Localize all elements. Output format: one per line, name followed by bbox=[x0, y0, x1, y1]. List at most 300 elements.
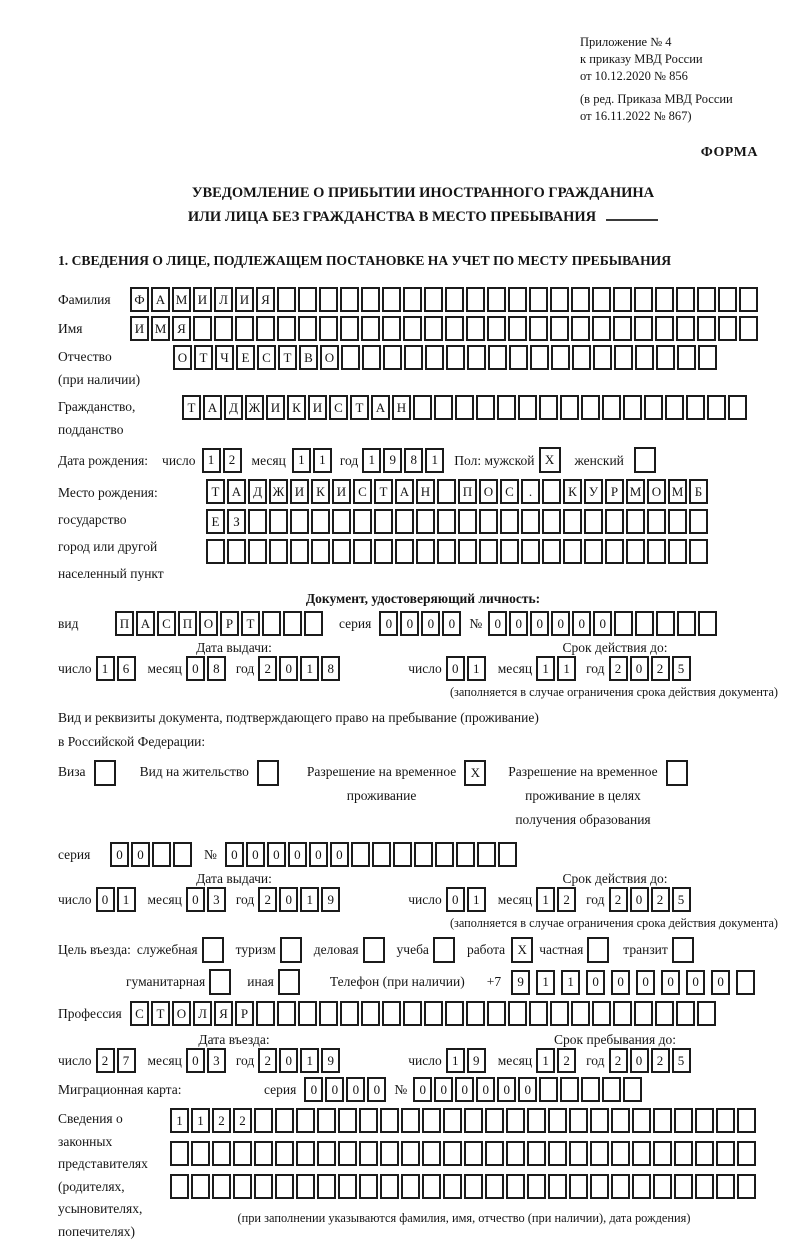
char-box[interactable] bbox=[500, 509, 519, 534]
char-box[interactable]: 0 bbox=[446, 887, 465, 912]
char-box[interactable]: 0 bbox=[279, 1048, 298, 1073]
char-box[interactable] bbox=[464, 1174, 483, 1199]
char-box[interactable] bbox=[550, 1001, 569, 1026]
char-box[interactable] bbox=[590, 1108, 609, 1133]
char-box[interactable] bbox=[656, 611, 675, 636]
char-box[interactable] bbox=[296, 1174, 315, 1199]
char-box[interactable] bbox=[529, 1001, 548, 1026]
char-box[interactable] bbox=[500, 539, 519, 564]
char-box[interactable] bbox=[592, 316, 611, 341]
char-box[interactable]: 9 bbox=[511, 970, 530, 995]
char-box[interactable]: 0 bbox=[367, 1077, 386, 1102]
char-box[interactable]: 2 bbox=[651, 1048, 670, 1073]
char-box[interactable]: 1 bbox=[202, 448, 221, 473]
char-box[interactable] bbox=[298, 287, 317, 312]
char-box[interactable] bbox=[443, 1108, 462, 1133]
char-box[interactable]: И bbox=[130, 316, 149, 341]
checkbox[interactable] bbox=[280, 937, 302, 963]
char-box[interactable]: 0 bbox=[186, 887, 205, 912]
char-box[interactable] bbox=[262, 611, 281, 636]
char-box[interactable]: 1 bbox=[557, 656, 576, 681]
char-box[interactable] bbox=[572, 345, 591, 370]
checkbox[interactable]: X bbox=[539, 447, 561, 473]
char-box[interactable]: 0 bbox=[413, 1077, 432, 1102]
char-box[interactable] bbox=[668, 509, 687, 534]
char-box[interactable]: О bbox=[172, 1001, 191, 1026]
char-box[interactable] bbox=[227, 539, 246, 564]
char-box[interactable] bbox=[214, 316, 233, 341]
char-box[interactable] bbox=[605, 509, 624, 534]
char-box[interactable]: 5 bbox=[672, 1048, 691, 1073]
char-box[interactable]: 1 bbox=[300, 656, 319, 681]
char-box[interactable]: 2 bbox=[258, 1048, 277, 1073]
char-box[interactable]: 0 bbox=[304, 1077, 323, 1102]
char-box[interactable] bbox=[311, 509, 330, 534]
char-box[interactable]: 0 bbox=[630, 1048, 649, 1073]
char-box[interactable]: 1 bbox=[467, 656, 486, 681]
char-box[interactable] bbox=[422, 1174, 441, 1199]
char-box[interactable]: 0 bbox=[509, 611, 528, 636]
char-box[interactable] bbox=[304, 611, 323, 636]
char-box[interactable] bbox=[530, 345, 549, 370]
char-box[interactable] bbox=[332, 509, 351, 534]
char-box[interactable] bbox=[277, 316, 296, 341]
char-box[interactable] bbox=[359, 1174, 378, 1199]
char-box[interactable] bbox=[422, 1141, 441, 1166]
char-box[interactable] bbox=[689, 539, 708, 564]
char-box[interactable] bbox=[590, 1141, 609, 1166]
char-box[interactable] bbox=[464, 1141, 483, 1166]
char-box[interactable] bbox=[647, 539, 666, 564]
char-box[interactable]: А bbox=[227, 479, 246, 504]
char-box[interactable] bbox=[676, 316, 695, 341]
char-box[interactable] bbox=[361, 287, 380, 312]
char-box[interactable]: 9 bbox=[383, 448, 402, 473]
char-box[interactable] bbox=[626, 509, 645, 534]
char-box[interactable] bbox=[542, 509, 561, 534]
char-box[interactable] bbox=[655, 1001, 674, 1026]
char-box[interactable] bbox=[435, 842, 454, 867]
char-box[interactable]: Р bbox=[220, 611, 239, 636]
char-box[interactable] bbox=[632, 1174, 651, 1199]
char-box[interactable] bbox=[340, 287, 359, 312]
char-box[interactable]: 2 bbox=[651, 656, 670, 681]
char-box[interactable] bbox=[739, 316, 758, 341]
char-box[interactable] bbox=[716, 1174, 735, 1199]
char-box[interactable] bbox=[353, 509, 372, 534]
char-box[interactable] bbox=[614, 345, 633, 370]
char-box[interactable] bbox=[647, 509, 666, 534]
char-box[interactable]: Е bbox=[236, 345, 255, 370]
char-box[interactable] bbox=[487, 316, 506, 341]
char-box[interactable] bbox=[275, 1174, 294, 1199]
char-box[interactable]: Я bbox=[214, 1001, 233, 1026]
char-box[interactable] bbox=[509, 345, 528, 370]
char-box[interactable]: 0 bbox=[630, 887, 649, 912]
char-box[interactable]: У bbox=[584, 479, 603, 504]
char-box[interactable]: Н bbox=[392, 395, 411, 420]
char-box[interactable] bbox=[677, 345, 696, 370]
char-box[interactable] bbox=[508, 316, 527, 341]
char-box[interactable]: 1 bbox=[467, 887, 486, 912]
char-box[interactable] bbox=[736, 970, 755, 995]
char-box[interactable] bbox=[353, 539, 372, 564]
char-box[interactable]: Т bbox=[194, 345, 213, 370]
char-box[interactable]: 0 bbox=[186, 656, 205, 681]
char-box[interactable] bbox=[527, 1141, 546, 1166]
char-box[interactable] bbox=[563, 539, 582, 564]
char-box[interactable] bbox=[296, 1108, 315, 1133]
char-box[interactable]: 1 bbox=[300, 1048, 319, 1073]
char-box[interactable]: З bbox=[227, 509, 246, 534]
char-box[interactable]: 0 bbox=[246, 842, 265, 867]
char-box[interactable] bbox=[248, 539, 267, 564]
char-box[interactable] bbox=[458, 509, 477, 534]
char-box[interactable] bbox=[290, 539, 309, 564]
char-box[interactable]: С bbox=[157, 611, 176, 636]
char-box[interactable]: И bbox=[193, 287, 212, 312]
char-box[interactable] bbox=[296, 1141, 315, 1166]
char-box[interactable] bbox=[548, 1108, 567, 1133]
char-box[interactable] bbox=[698, 345, 717, 370]
char-box[interactable] bbox=[466, 287, 485, 312]
char-box[interactable] bbox=[550, 287, 569, 312]
char-box[interactable] bbox=[728, 395, 747, 420]
char-box[interactable] bbox=[298, 316, 317, 341]
char-box[interactable]: 0 bbox=[551, 611, 570, 636]
char-box[interactable] bbox=[529, 287, 548, 312]
char-box[interactable] bbox=[152, 842, 171, 867]
char-box[interactable] bbox=[508, 287, 527, 312]
char-box[interactable]: 0 bbox=[330, 842, 349, 867]
char-box[interactable] bbox=[571, 316, 590, 341]
char-box[interactable] bbox=[382, 1001, 401, 1026]
char-box[interactable] bbox=[317, 1108, 336, 1133]
char-box[interactable]: . bbox=[521, 479, 540, 504]
checkbox[interactable] bbox=[209, 969, 231, 995]
char-box[interactable]: 1 bbox=[536, 656, 555, 681]
char-box[interactable]: Ж bbox=[245, 395, 264, 420]
char-box[interactable]: Л bbox=[193, 1001, 212, 1026]
char-box[interactable]: 0 bbox=[686, 970, 705, 995]
char-box[interactable] bbox=[737, 1141, 756, 1166]
char-box[interactable] bbox=[319, 1001, 338, 1026]
char-box[interactable] bbox=[340, 316, 359, 341]
char-box[interactable] bbox=[443, 1174, 462, 1199]
char-box[interactable] bbox=[718, 316, 737, 341]
char-box[interactable] bbox=[275, 1108, 294, 1133]
char-box[interactable] bbox=[235, 316, 254, 341]
char-box[interactable]: 0 bbox=[636, 970, 655, 995]
char-box[interactable] bbox=[425, 345, 444, 370]
char-box[interactable]: 2 bbox=[223, 448, 242, 473]
char-box[interactable]: 1 bbox=[300, 887, 319, 912]
char-box[interactable] bbox=[548, 1174, 567, 1199]
char-box[interactable]: 0 bbox=[186, 1048, 205, 1073]
char-box[interactable]: 1 bbox=[96, 656, 115, 681]
char-box[interactable] bbox=[613, 1001, 632, 1026]
char-box[interactable]: 0 bbox=[325, 1077, 344, 1102]
char-box[interactable] bbox=[677, 611, 696, 636]
char-box[interactable] bbox=[571, 1001, 590, 1026]
char-box[interactable] bbox=[674, 1108, 693, 1133]
char-box[interactable]: П bbox=[178, 611, 197, 636]
char-box[interactable]: Р bbox=[605, 479, 624, 504]
char-box[interactable] bbox=[254, 1174, 273, 1199]
char-box[interactable] bbox=[170, 1174, 189, 1199]
char-box[interactable]: 5 bbox=[672, 887, 691, 912]
char-box[interactable]: О bbox=[479, 479, 498, 504]
char-box[interactable] bbox=[338, 1174, 357, 1199]
char-box[interactable] bbox=[634, 1001, 653, 1026]
char-box[interactable] bbox=[413, 395, 432, 420]
char-box[interactable] bbox=[445, 287, 464, 312]
char-box[interactable] bbox=[560, 1077, 579, 1102]
char-box[interactable]: Н bbox=[416, 479, 435, 504]
char-box[interactable] bbox=[571, 287, 590, 312]
char-box[interactable] bbox=[487, 1001, 506, 1026]
char-box[interactable]: Я bbox=[172, 316, 191, 341]
char-box[interactable]: 9 bbox=[321, 1048, 340, 1073]
char-box[interactable] bbox=[361, 1001, 380, 1026]
checkbox[interactable] bbox=[672, 937, 694, 963]
char-box[interactable] bbox=[269, 539, 288, 564]
char-box[interactable] bbox=[485, 1141, 504, 1166]
char-box[interactable]: М bbox=[668, 479, 687, 504]
char-box[interactable] bbox=[521, 509, 540, 534]
char-box[interactable]: 1 bbox=[536, 1048, 555, 1073]
char-box[interactable]: И bbox=[308, 395, 327, 420]
char-box[interactable] bbox=[548, 1141, 567, 1166]
char-box[interactable] bbox=[655, 316, 674, 341]
char-box[interactable] bbox=[498, 842, 517, 867]
char-box[interactable]: Ф bbox=[130, 287, 149, 312]
char-box[interactable] bbox=[193, 316, 212, 341]
char-box[interactable] bbox=[414, 842, 433, 867]
char-box[interactable] bbox=[485, 1174, 504, 1199]
char-box[interactable] bbox=[401, 1108, 420, 1133]
char-box[interactable] bbox=[374, 509, 393, 534]
char-box[interactable] bbox=[395, 509, 414, 534]
char-box[interactable] bbox=[634, 287, 653, 312]
char-box[interactable] bbox=[455, 395, 474, 420]
char-box[interactable]: К bbox=[563, 479, 582, 504]
char-box[interactable] bbox=[443, 1141, 462, 1166]
char-box[interactable]: И bbox=[266, 395, 285, 420]
char-box[interactable]: 0 bbox=[572, 611, 591, 636]
char-box[interactable] bbox=[737, 1174, 756, 1199]
char-box[interactable]: 0 bbox=[611, 970, 630, 995]
char-box[interactable]: Я bbox=[256, 287, 275, 312]
char-box[interactable]: А bbox=[136, 611, 155, 636]
char-box[interactable]: 0 bbox=[497, 1077, 516, 1102]
char-box[interactable]: 2 bbox=[609, 656, 628, 681]
char-box[interactable] bbox=[521, 539, 540, 564]
char-box[interactable] bbox=[361, 316, 380, 341]
char-box[interactable] bbox=[569, 1108, 588, 1133]
checkbox[interactable] bbox=[363, 937, 385, 963]
char-box[interactable] bbox=[256, 316, 275, 341]
char-box[interactable]: Р bbox=[235, 1001, 254, 1026]
char-box[interactable]: 8 bbox=[207, 656, 226, 681]
char-box[interactable] bbox=[674, 1174, 693, 1199]
char-box[interactable] bbox=[550, 316, 569, 341]
char-box[interactable] bbox=[340, 1001, 359, 1026]
char-box[interactable]: Д bbox=[224, 395, 243, 420]
checkbox[interactable] bbox=[94, 760, 116, 786]
char-box[interactable]: 8 bbox=[404, 448, 423, 473]
char-box[interactable] bbox=[581, 395, 600, 420]
char-box[interactable] bbox=[602, 395, 621, 420]
char-box[interactable]: 0 bbox=[288, 842, 307, 867]
char-box[interactable] bbox=[487, 287, 506, 312]
char-box[interactable] bbox=[542, 479, 561, 504]
char-box[interactable] bbox=[739, 287, 758, 312]
char-box[interactable] bbox=[655, 287, 674, 312]
char-box[interactable] bbox=[695, 1108, 714, 1133]
char-box[interactable] bbox=[283, 611, 302, 636]
char-box[interactable]: А bbox=[371, 395, 390, 420]
char-box[interactable] bbox=[476, 395, 495, 420]
char-box[interactable] bbox=[380, 1108, 399, 1133]
char-box[interactable]: 1 bbox=[561, 970, 580, 995]
char-box[interactable]: 0 bbox=[518, 1077, 537, 1102]
checkbox[interactable]: X bbox=[464, 760, 486, 786]
char-box[interactable] bbox=[613, 316, 632, 341]
char-box[interactable] bbox=[635, 611, 654, 636]
char-box[interactable] bbox=[488, 345, 507, 370]
char-box[interactable] bbox=[569, 1174, 588, 1199]
char-box[interactable]: С bbox=[353, 479, 372, 504]
char-box[interactable]: Т bbox=[350, 395, 369, 420]
char-box[interactable] bbox=[593, 345, 612, 370]
char-box[interactable] bbox=[212, 1141, 231, 1166]
char-box[interactable] bbox=[613, 287, 632, 312]
char-box[interactable] bbox=[456, 842, 475, 867]
char-box[interactable] bbox=[676, 1001, 695, 1026]
char-box[interactable] bbox=[424, 1001, 443, 1026]
char-box[interactable] bbox=[611, 1141, 630, 1166]
char-box[interactable]: 1 bbox=[170, 1108, 189, 1133]
char-box[interactable] bbox=[395, 539, 414, 564]
char-box[interactable] bbox=[506, 1108, 525, 1133]
char-box[interactable]: 0 bbox=[225, 842, 244, 867]
char-box[interactable]: 9 bbox=[467, 1048, 486, 1073]
char-box[interactable] bbox=[338, 1108, 357, 1133]
char-box[interactable] bbox=[653, 1174, 672, 1199]
char-box[interactable] bbox=[506, 1174, 525, 1199]
char-box[interactable] bbox=[254, 1141, 273, 1166]
char-box[interactable]: 1 bbox=[362, 448, 381, 473]
char-box[interactable]: 0 bbox=[530, 611, 549, 636]
checkbox[interactable] bbox=[202, 937, 224, 963]
char-box[interactable] bbox=[611, 1174, 630, 1199]
char-box[interactable] bbox=[416, 509, 435, 534]
char-box[interactable] bbox=[697, 316, 716, 341]
char-box[interactable] bbox=[477, 842, 496, 867]
char-box[interactable]: 2 bbox=[609, 887, 628, 912]
char-box[interactable] bbox=[634, 316, 653, 341]
char-box[interactable]: С bbox=[500, 479, 519, 504]
char-box[interactable]: 1 bbox=[446, 1048, 465, 1073]
char-box[interactable] bbox=[581, 1077, 600, 1102]
checkbox[interactable]: X bbox=[511, 937, 533, 963]
char-box[interactable]: 1 bbox=[117, 887, 136, 912]
char-box[interactable] bbox=[676, 287, 695, 312]
char-box[interactable] bbox=[382, 287, 401, 312]
char-box[interactable]: А bbox=[395, 479, 414, 504]
char-box[interactable]: О bbox=[320, 345, 339, 370]
char-box[interactable] bbox=[170, 1141, 189, 1166]
char-box[interactable]: 1 bbox=[292, 448, 311, 473]
char-box[interactable]: Т bbox=[151, 1001, 170, 1026]
char-box[interactable] bbox=[424, 287, 443, 312]
char-box[interactable] bbox=[362, 345, 381, 370]
char-box[interactable] bbox=[668, 539, 687, 564]
char-box[interactable]: Ч bbox=[215, 345, 234, 370]
char-box[interactable] bbox=[374, 539, 393, 564]
char-box[interactable] bbox=[437, 539, 456, 564]
char-box[interactable] bbox=[527, 1174, 546, 1199]
char-box[interactable]: С bbox=[329, 395, 348, 420]
char-box[interactable] bbox=[212, 1174, 231, 1199]
char-box[interactable] bbox=[173, 842, 192, 867]
char-box[interactable] bbox=[697, 287, 716, 312]
char-box[interactable]: 3 bbox=[207, 887, 226, 912]
char-box[interactable]: А bbox=[151, 287, 170, 312]
char-box[interactable]: 0 bbox=[434, 1077, 453, 1102]
char-box[interactable]: Т bbox=[206, 479, 225, 504]
char-box[interactable] bbox=[479, 509, 498, 534]
char-box[interactable]: 5 bbox=[672, 656, 691, 681]
char-box[interactable] bbox=[539, 395, 558, 420]
char-box[interactable] bbox=[191, 1174, 210, 1199]
char-box[interactable] bbox=[698, 611, 717, 636]
char-box[interactable] bbox=[737, 1108, 756, 1133]
char-box[interactable] bbox=[653, 1141, 672, 1166]
char-box[interactable]: 2 bbox=[96, 1048, 115, 1073]
char-box[interactable]: 0 bbox=[267, 842, 286, 867]
char-box[interactable]: 0 bbox=[131, 842, 150, 867]
char-box[interactable]: О bbox=[173, 345, 192, 370]
char-box[interactable]: К bbox=[311, 479, 330, 504]
char-box[interactable] bbox=[290, 509, 309, 534]
char-box[interactable]: 8 bbox=[321, 656, 340, 681]
char-box[interactable] bbox=[464, 1108, 483, 1133]
char-box[interactable] bbox=[422, 1108, 441, 1133]
char-box[interactable] bbox=[458, 539, 477, 564]
char-box[interactable]: 9 bbox=[321, 887, 340, 912]
char-box[interactable]: 0 bbox=[446, 656, 465, 681]
char-box[interactable]: Т bbox=[374, 479, 393, 504]
char-box[interactable]: Т bbox=[182, 395, 201, 420]
char-box[interactable]: 0 bbox=[400, 611, 419, 636]
char-box[interactable] bbox=[716, 1108, 735, 1133]
char-box[interactable]: 7 bbox=[117, 1048, 136, 1073]
char-box[interactable] bbox=[233, 1141, 252, 1166]
char-box[interactable] bbox=[563, 509, 582, 534]
char-box[interactable] bbox=[560, 395, 579, 420]
char-box[interactable] bbox=[689, 509, 708, 534]
char-box[interactable] bbox=[695, 1174, 714, 1199]
char-box[interactable] bbox=[626, 539, 645, 564]
char-box[interactable] bbox=[401, 1174, 420, 1199]
char-box[interactable] bbox=[437, 479, 456, 504]
char-box[interactable]: 0 bbox=[593, 611, 612, 636]
char-box[interactable]: К bbox=[287, 395, 306, 420]
char-box[interactable]: П bbox=[458, 479, 477, 504]
char-box[interactable]: И bbox=[332, 479, 351, 504]
